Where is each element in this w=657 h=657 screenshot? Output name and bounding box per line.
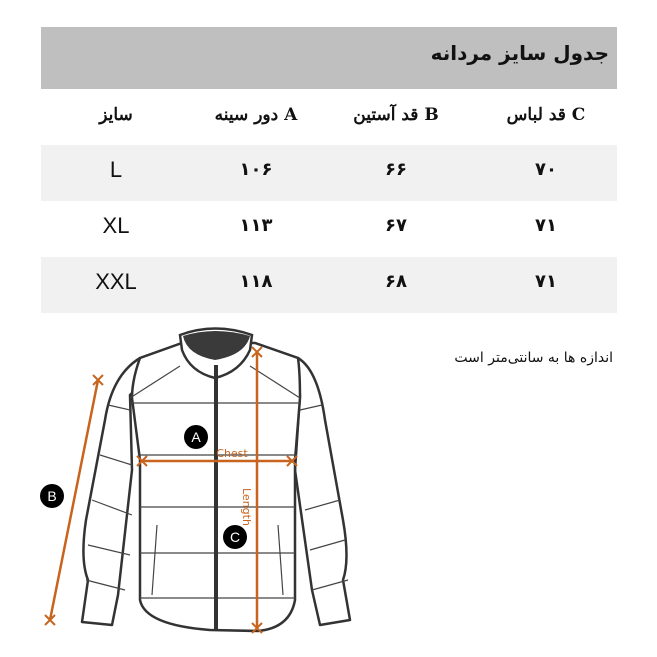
units-note: اندازه ها به سانتی‌متر است [454, 350, 613, 366]
chest-cell: ۱۱۸ [239, 271, 273, 292]
header-sleeve-b: B قد آستین [353, 105, 439, 125]
size-cell: XL [102, 213, 130, 238]
chest-label: Chest [216, 447, 248, 460]
size-cell: L [109, 157, 123, 182]
badge-b-icon [40, 484, 64, 508]
jacket-diagram [0, 320, 657, 657]
page-title: جدول سایز مردانه [430, 41, 609, 65]
sleeve-cell: ۶۶ [385, 159, 407, 180]
badge-a-icon [184, 425, 208, 449]
sleeve-cell: ۶۸ [385, 271, 407, 292]
header-chest-a: A دور سینه [214, 105, 298, 125]
svg-text:B: B [47, 488, 57, 504]
size-cell: XXL [95, 269, 137, 294]
title-band [41, 27, 617, 89]
table-row [41, 201, 617, 257]
length-cell: ۷۰ [535, 159, 557, 180]
badge-c-icon [223, 525, 247, 549]
sleeve-cell: ۶۷ [385, 215, 407, 236]
table-row [41, 257, 617, 313]
svg-text:A: A [191, 429, 201, 445]
length-cell: ۷۱ [535, 215, 557, 236]
svg-text:C: C [229, 529, 241, 545]
length-cell: ۷۱ [535, 271, 557, 292]
header-length-c: C قد لباس [506, 105, 586, 125]
header-size: سایز [99, 105, 133, 125]
table-header-row [41, 89, 617, 145]
table-row [41, 145, 617, 201]
length-label: Length [240, 488, 253, 526]
chest-cell: ۱۱۳ [239, 215, 273, 236]
chest-cell: ۱۰۶ [239, 159, 273, 180]
